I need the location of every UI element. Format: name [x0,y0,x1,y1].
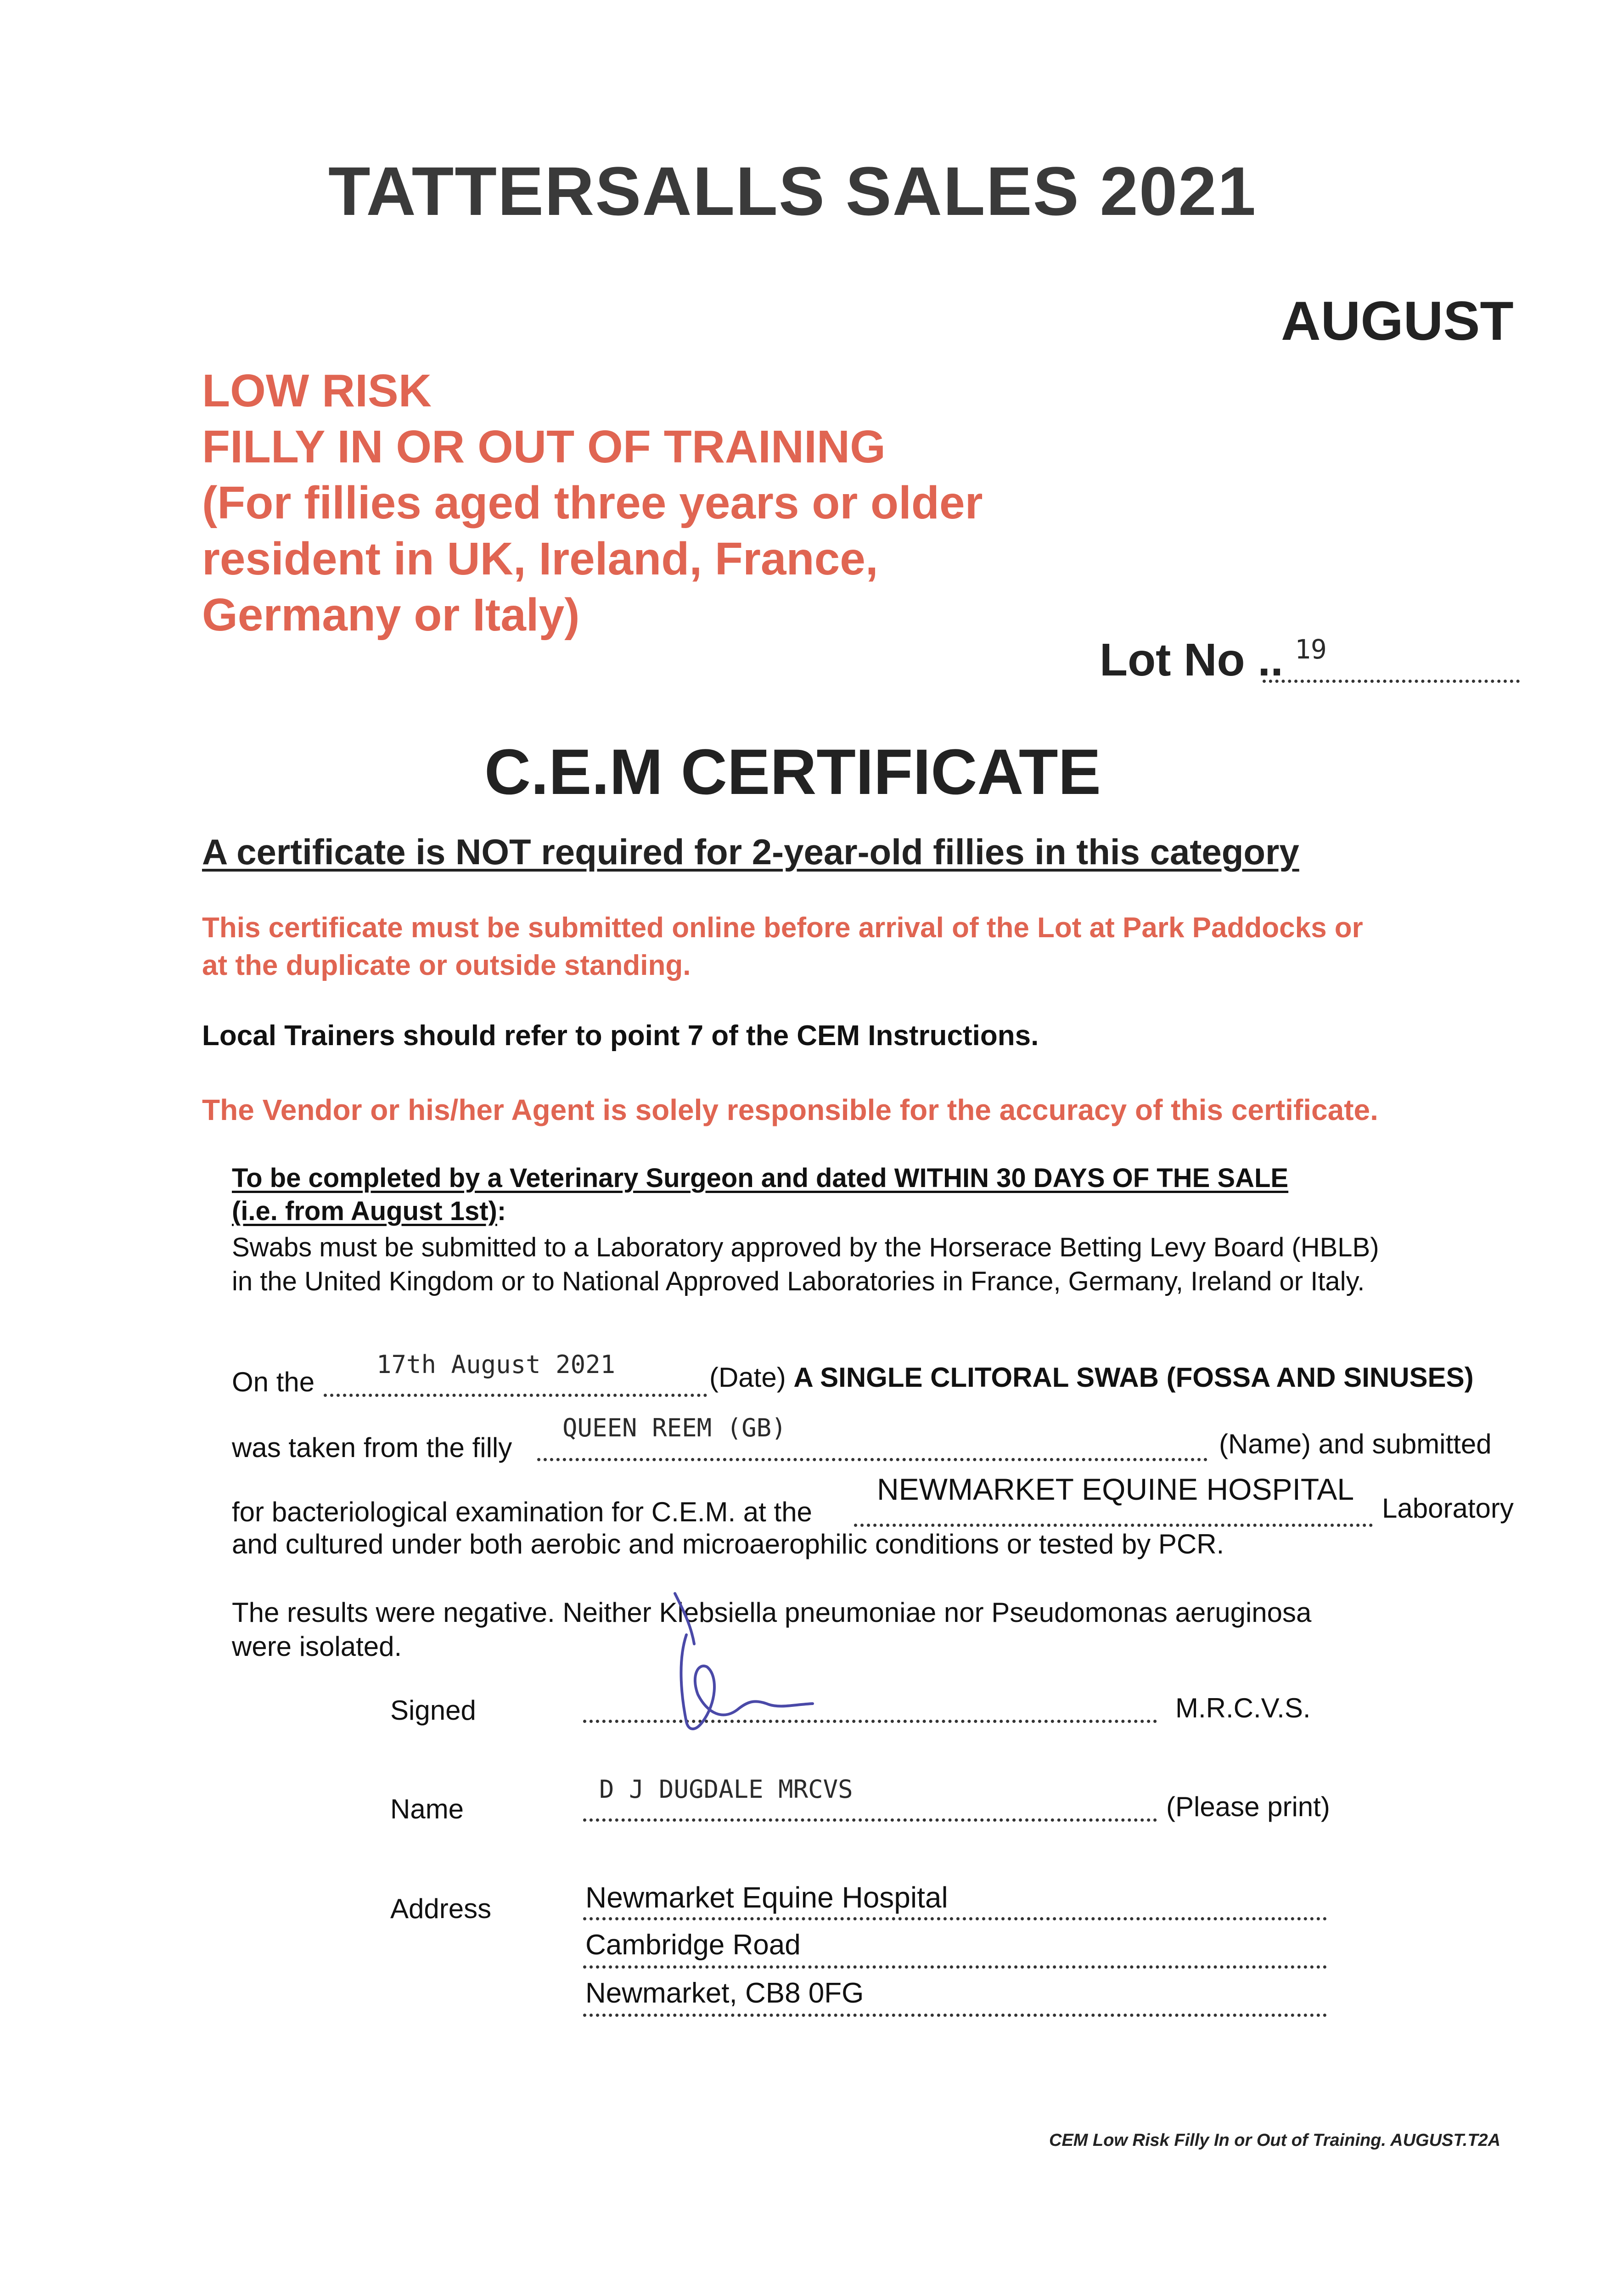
category-line: resident in UK, Ireland, France, [202,533,878,585]
bacteriological-exam-label: for bacteriological examination for C.E.M. at the [232,1497,812,1527]
handwritten-signature [643,1584,817,1740]
vendor-responsibility-notice: The Vendor or his/her Agent is solely responsible for the accuracy of this certificate. [202,1093,1378,1126]
date-label-row [709,1362,1474,1393]
laboratory-label: Laboratory [1382,1493,1514,1524]
please-print-label: (Please print) [1166,1791,1330,1822]
taken-from-label: was taken from the filly [232,1432,512,1463]
heading-line: (i.e. from August 1st) [232,1196,497,1226]
swabs-instructions [232,1231,1379,1299]
mrcvs-label: M.R.C.V.S. [1175,1693,1311,1723]
filly-name-dotted-line [537,1458,1207,1461]
address-line: Cambridge Road [585,1929,801,1961]
certificate-requirement-note: A certificate is NOT required for 2-year-old fillies in this category [202,832,1299,872]
online-submission-notice [202,909,1363,985]
laboratory-value: NEWMARKET EQUINE HOSPITAL [877,1472,1354,1506]
category-line: (For fillies aged three years or older [202,477,983,529]
swabs-line: Swabs must be submitted to a Laboratory approved by the Horserace Betting Levy Board (HBLB) [232,1232,1379,1262]
vet-name-label: Name [390,1794,464,1824]
address-dotted-line [583,2014,1327,2017]
notice-line: This certificate must be submitted online before arrival of the Lot at Park Paddocks or [202,912,1363,944]
filly-name-value: QUEEN REEM (GB) [562,1413,786,1442]
notice-line: at the duplicate or outside standing. [202,950,691,981]
vet-name-value: D J DUGDALE MRCVS [599,1775,853,1804]
culture-conditions-text: and cultured under both aerobic and microaerophilic conditions or tested by PCR. [232,1529,1224,1559]
date-field-value: 17th August 2021 [376,1350,616,1379]
results-line: were isolated. [232,1631,402,1662]
category-line: LOW RISK [202,365,432,416]
certificate-title: C.E.M CERTIFICATE [484,736,1101,808]
swabs-line: in the United Kingdom or to National Approved Laboratories in France, Germany, Ireland or Italy. [232,1266,1365,1296]
vet-instructions-heading [232,1162,1288,1228]
filly-name-label: (Name) and submitted [1219,1429,1492,1459]
category-line: FILLY IN OR OUT OF TRAINING [202,421,886,473]
heading-line: To be completed by a Veterinary Surgeon and dated WITHIN 30 DAYS OF THE SALE [232,1163,1289,1193]
address-dotted-line [583,1917,1327,1920]
local-trainers-notice: Local Trainers should refer to point 7 of the CEM Instructions. [202,1020,1039,1052]
address-label: Address [390,1893,492,1924]
category-line: Germany or Italy) [202,589,580,641]
swab-type: A SINGLE CLITORAL SWAB (FOSSA AND SINUSES) [793,1362,1474,1393]
lot-number-label: Lot No .. [1100,634,1283,686]
signed-label: Signed [390,1695,476,1726]
date-dotted-line [324,1394,707,1397]
sale-month: AUGUST [1281,290,1514,352]
date-label: (Date) [709,1362,786,1393]
lot-number-value: 19 [1295,634,1327,665]
results-line: The results were negative. Neither Klebsiella pneumoniae nor Pseudomonas aeruginosa [232,1597,1312,1628]
heading-colon: : [497,1196,506,1226]
category-block [202,363,983,643]
form-code-footer: CEM Low Risk Filly In or Out of Training. AUGUST.T2A [1049,2131,1501,2150]
document-title: TATTERSALLS SALES 2021 [328,152,1257,230]
vet-name-dotted-line [583,1818,1157,1822]
laboratory-dotted-line [854,1524,1373,1527]
address-dotted-line [583,1965,1327,1969]
address-line: Newmarket, CB8 0FG [585,1977,864,2009]
on-the-label: On the [232,1367,315,1397]
address-line: Newmarket Equine Hospital [585,1881,948,1914]
lot-number-dotted-line [1263,680,1520,683]
